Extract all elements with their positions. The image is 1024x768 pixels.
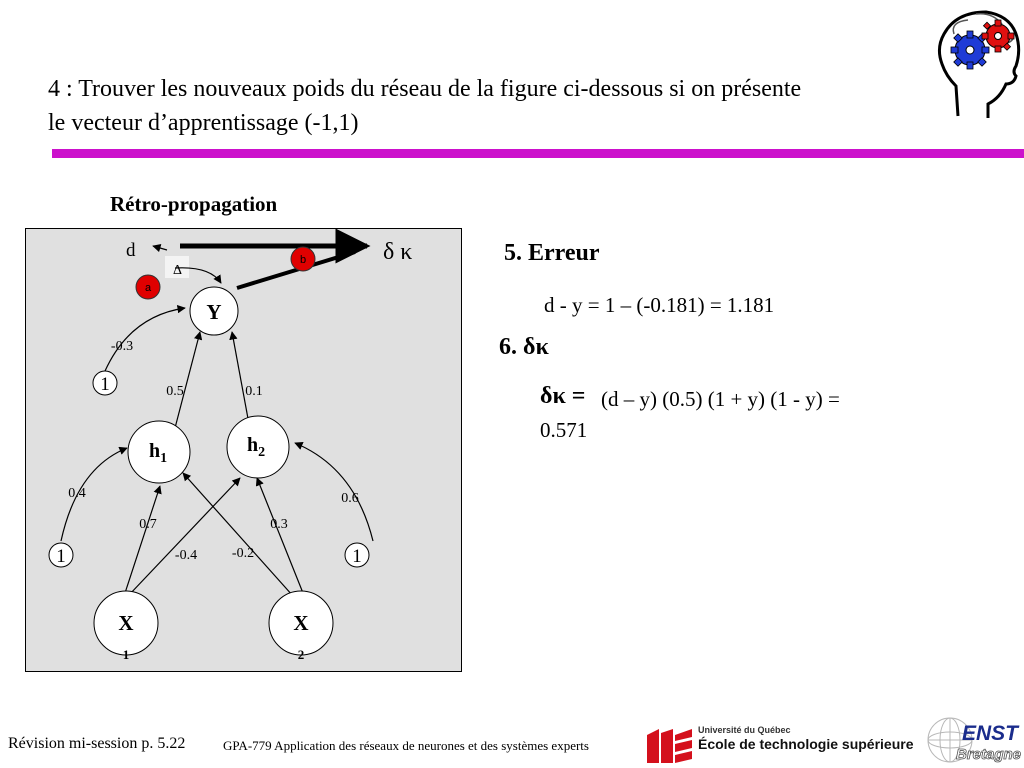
weight-bias-h2: 0.6 bbox=[341, 491, 359, 506]
step-6-result: 0.571 bbox=[540, 418, 588, 442]
step-5-title: 5. Erreur bbox=[504, 240, 600, 266]
node-h2-label: $h_2$ bbox=[247, 434, 266, 460]
marker-a-label: a bbox=[144, 282, 152, 294]
diagram-caption: Rétro-propagation bbox=[110, 192, 278, 216]
step-5-equation: d - y = 1 – (-0.181) = 1.181 bbox=[544, 293, 775, 317]
node-h1-label: $h_1$ bbox=[149, 440, 168, 466]
ets-logo-mark bbox=[647, 727, 692, 765]
title-line-2: le vecteur d’apprentissage (-1,1) bbox=[48, 110, 359, 136]
node-x1-label: X bbox=[118, 611, 134, 635]
marker-b-label: b bbox=[299, 254, 307, 266]
bias-node-y-label: 1 bbox=[100, 374, 110, 395]
ets-university: Université du Québec bbox=[698, 725, 791, 735]
step-6-expression: (d – y) (0.5) (1 + y) (1 - y) = bbox=[601, 387, 840, 411]
enst-label: ENST bbox=[962, 722, 1019, 745]
slide-title bbox=[48, 72, 948, 140]
weight-x1-h1: 0.7 bbox=[139, 517, 157, 532]
step-6-title: 6. δκ bbox=[499, 334, 549, 360]
bias-node-h2-label: 1 bbox=[352, 546, 362, 567]
dk-label: δ κ bbox=[383, 239, 413, 265]
d-label: d bbox=[126, 240, 136, 261]
node-x2-label: X bbox=[293, 611, 309, 635]
weight-h1-y: 0.5 bbox=[166, 384, 184, 399]
footer-course: GPA-779 Application des réseaux de neurones et des systèmes experts bbox=[223, 738, 589, 753]
weight-bias-y: -0.3 bbox=[110, 339, 134, 354]
step-6-lead: δκ = bbox=[540, 383, 586, 409]
weight-x2-h1: -0.2 bbox=[231, 546, 255, 561]
weight-x2-h2: 0.3 bbox=[270, 517, 288, 532]
node-x1-sub: 1 bbox=[122, 647, 130, 662]
ets-logo-text bbox=[698, 725, 916, 753]
ets-school: École de technologie supérieure bbox=[698, 736, 914, 752]
enst-bretagne-logo bbox=[922, 712, 1024, 768]
title-underline bbox=[52, 149, 1024, 158]
bretagne-label: Bretagne bbox=[956, 746, 1022, 763]
node-x2-sub: 2 bbox=[297, 647, 305, 662]
network-diagram bbox=[25, 228, 462, 672]
weight-bias-h1: 0.4 bbox=[68, 486, 86, 501]
bias-node-h1-label: 1 bbox=[56, 546, 66, 567]
delta-label: Δ bbox=[173, 263, 183, 278]
weight-h2-y: 0.1 bbox=[245, 384, 263, 399]
head-gears-logo bbox=[934, 4, 1022, 122]
node-y-label: Y bbox=[206, 300, 222, 324]
title-line-1: 4 : Trouver les nouveaux poids du réseau de la figure ci-dessous si on présente bbox=[48, 76, 802, 102]
footer-page-ref: Révision mi-session p. 5.22 bbox=[8, 735, 186, 752]
weight-x1-h2: -0.4 bbox=[174, 548, 198, 563]
